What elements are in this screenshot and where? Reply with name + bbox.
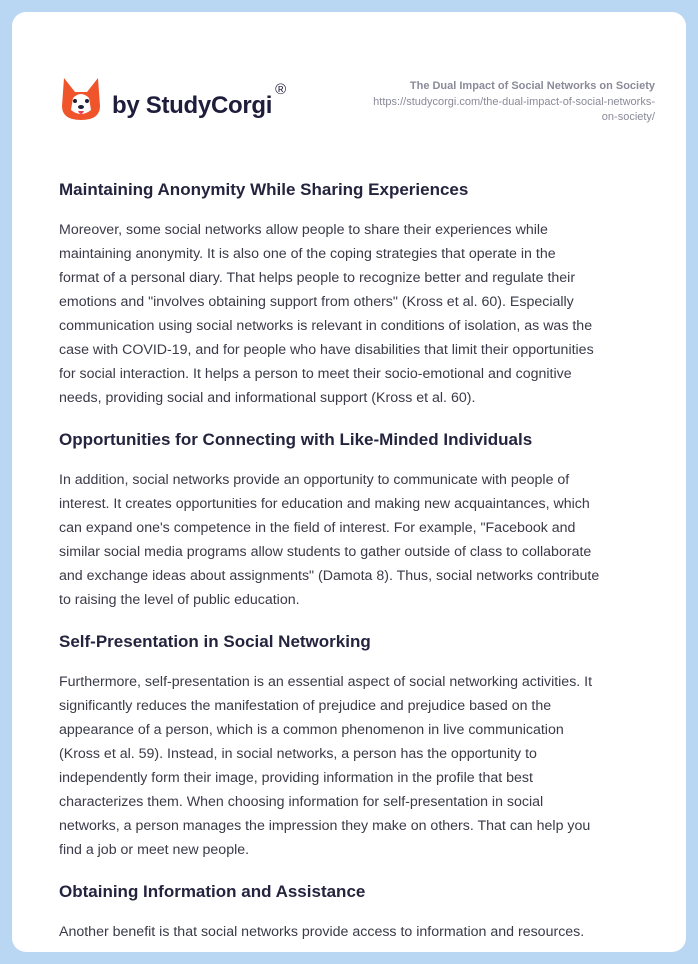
paragraph-line: needs, providing social and informational support (Kross et al. 60).: [59, 390, 476, 406]
section: [59, 426, 659, 612]
url-line[interactable]: on-society/: [601, 111, 655, 123]
paragraph-line: case with COVID-19, and for people who have disabilities that limit their opportunities: [59, 342, 594, 358]
section: [59, 176, 659, 410]
url-line[interactable]: https://studycorgi.com/the-dual-impact-of-social-networks-: [373, 96, 655, 108]
section-heading: Maintaining Anonymity While Sharing Experiences: [59, 180, 469, 199]
paragraph-line: format of a personal diary. That helps people to recognize better and regulate their: [59, 270, 576, 286]
article-content: [59, 176, 659, 952]
brand-name: by StudyCorgi: [112, 92, 273, 119]
paragraph-line: can expand one's competence in the field of interest. For example, "Facebook and: [59, 520, 576, 536]
document-card: [12, 12, 686, 952]
section: [59, 878, 659, 944]
paragraph: [59, 468, 659, 612]
paragraph: [59, 920, 659, 944]
paragraph-line: find a job or meet new people.: [59, 842, 250, 858]
paragraph-line: Another benefit is that social networks provide access to information and resources.: [59, 924, 585, 940]
paragraph-line: to raising the level of public education.: [59, 592, 300, 608]
paragraph-line: In addition, social networks provide an opportunity to communicate with people of: [59, 472, 570, 488]
paragraph-line: significantly reduces the manifestation of prejudice and prejudice based on the: [59, 698, 552, 714]
paragraph-line: maintaining anonymity. It is also one of the coping strategies that operate in the: [59, 246, 556, 262]
paragraph-line: emotions and "involves obtaining support from others" (Kross et al. 60). Especially: [59, 294, 574, 310]
section: [59, 628, 659, 862]
section-heading: Opportunities for Connecting with Like-Minded Individuals: [59, 430, 533, 449]
section-heading: Obtaining Information and Assistance: [59, 882, 366, 901]
document-meta: [295, 80, 655, 125]
paragraph-line: independently form their image, providing information in the profile that best: [59, 770, 533, 786]
paragraph-line: Moreover, some social networks allow people to share their experiences while: [59, 222, 548, 238]
paragraph-line: for social interaction. It helps a person to meet their socio-emotional and cognitive: [59, 366, 572, 382]
paragraph-line: communication using social networks is relevant in conditions of isolation, as was the: [59, 318, 593, 334]
document-url[interactable]: [295, 95, 655, 125]
studycorgi-logo[interactable]: [60, 76, 286, 122]
paragraph: [59, 218, 659, 410]
registered-mark: ®: [275, 80, 287, 98]
paragraph: [59, 670, 659, 862]
paragraph-line: networks, a person manages the impression they make on others. That can help you: [59, 818, 591, 834]
paragraph-line: characterizes them. When choosing information for self-presentation in social: [59, 794, 544, 810]
corgi-icon: [60, 76, 102, 122]
paragraph-line: appearance of a person, which is a common phenomenon in live communication: [59, 722, 564, 738]
paragraph-line: and exchange ideas about assignments" (Damota 8). Thus, social networks contribute: [59, 568, 600, 584]
section-heading: Self-Presentation in Social Networking: [59, 632, 371, 651]
document-title: The Dual Impact of Social Networks on Society: [409, 80, 655, 92]
paragraph-line: interest. It creates opportunities for education and making new acquaintances, which: [59, 496, 590, 512]
paragraph-line: Furthermore, self-presentation is an essential aspect of social networking activities. It: [59, 674, 593, 690]
paragraph-line: (Kross et al. 59). Instead, in social networks, a person has the opportunity to: [59, 746, 537, 762]
paragraph-line: similar social media programs allow students to gather outside of class to collaborate: [59, 544, 592, 560]
